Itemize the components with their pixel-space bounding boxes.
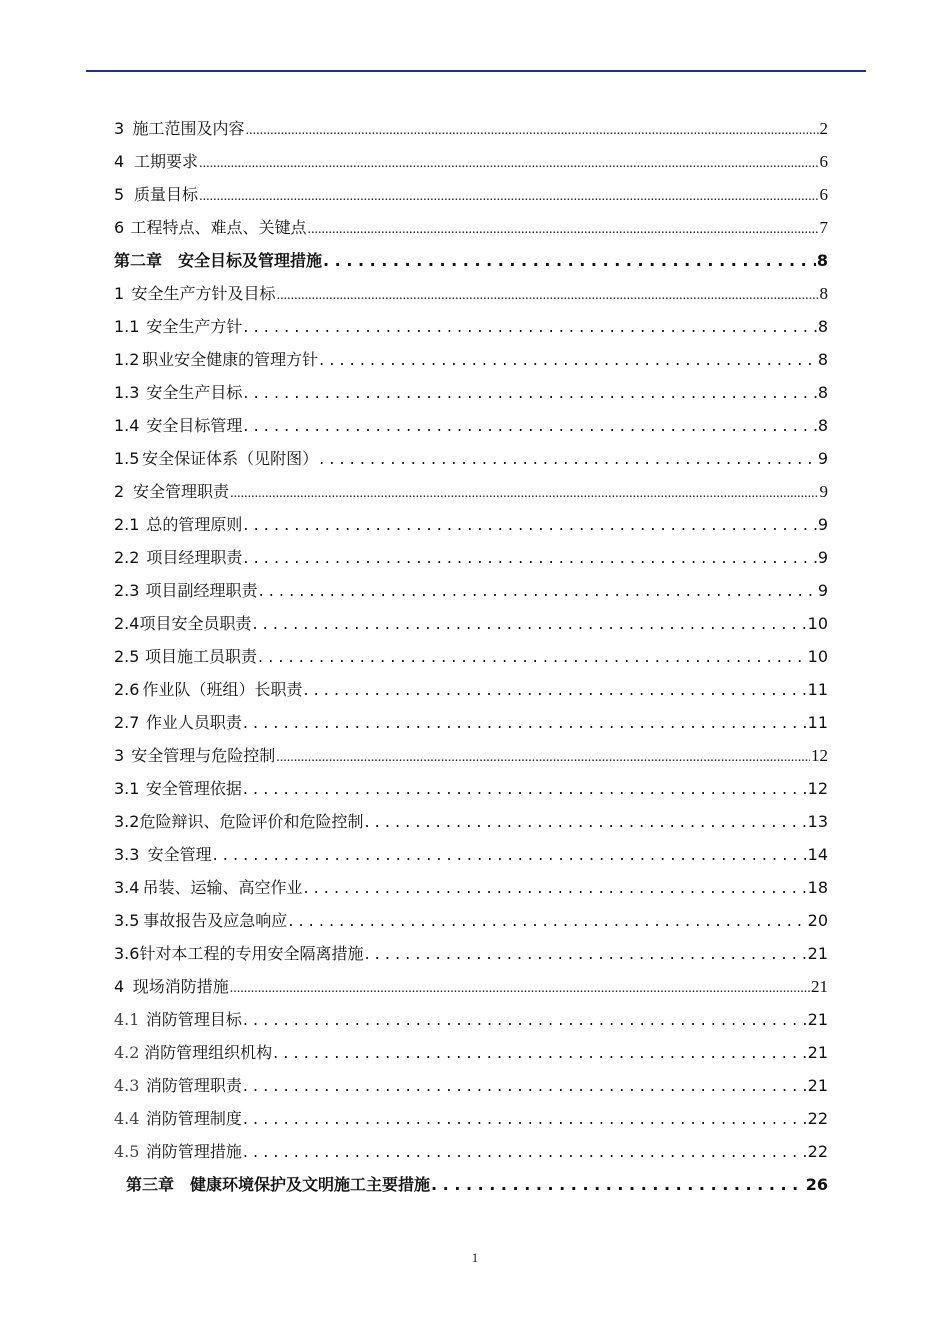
toc-dot-leader	[273, 1036, 806, 1070]
toc-entry-label: 安全管理与危险控制	[131, 746, 276, 765]
toc-entry[interactable]	[114, 343, 828, 376]
toc-dot-leader	[243, 706, 807, 740]
toc-dot-leader	[246, 113, 819, 147]
toc-entry-number: 2.6	[114, 680, 140, 699]
toc-entry-page: 8	[816, 251, 828, 270]
toc-entry-number: 4	[114, 977, 125, 996]
toc-entry[interactable]	[114, 112, 828, 145]
toc-entry-page: 8	[819, 284, 828, 303]
toc-dot-leader	[276, 740, 810, 774]
toc-entry-number: 2	[114, 482, 125, 501]
toc-entry-number: 4.3	[114, 1076, 140, 1095]
toc-entry-page: 22	[807, 1109, 828, 1128]
toc-dot-leader	[243, 541, 816, 575]
toc-dot-leader	[259, 574, 817, 608]
toc-entry-page: 6	[819, 185, 828, 204]
toc-dot-leader	[258, 640, 807, 674]
toc-entry-page: 13	[807, 812, 828, 831]
toc-entry-page: 9	[817, 548, 828, 567]
toc-dot-leader	[243, 310, 816, 344]
toc-entry-number: 2.7	[114, 713, 140, 732]
toc-entry-label: 针对本工程的专用安全隔离措施	[139, 944, 364, 963]
page-number: 1	[471, 1250, 479, 1265]
toc-entry-number: 3.2	[114, 812, 140, 831]
toc-entry-page: 26	[805, 1175, 828, 1194]
toc-entry-number: 4.4	[114, 1109, 140, 1128]
toc-entry[interactable]	[114, 937, 828, 970]
toc-entry-number: 3	[114, 119, 125, 138]
toc-entry-page: 21	[811, 977, 828, 996]
toc-dot-leader	[243, 1003, 807, 1037]
toc-dot-leader	[243, 409, 816, 443]
toc-entry[interactable]	[114, 739, 828, 772]
toc-entry-label: 消防管理目标	[145, 1010, 242, 1029]
toc-entry-label: 项目经理职责	[146, 548, 243, 567]
toc-entry[interactable]	[114, 805, 828, 838]
toc-entry-label: 事故报告及应急响应	[143, 911, 288, 930]
toc-dot-leader	[364, 937, 806, 971]
toc-entry-page: 8	[817, 317, 828, 336]
toc-dot-leader	[319, 343, 817, 377]
toc-dot-leader	[364, 805, 806, 839]
toc-dot-leader	[243, 772, 807, 806]
toc-entry-label: 第三章 健康环境保护及文明施工主要措施	[126, 1175, 431, 1194]
toc-entry[interactable]	[114, 541, 828, 574]
toc-entry-number: 1.3	[114, 383, 140, 402]
toc-entry-label: 安全生产方针	[146, 317, 243, 336]
table-of-contents	[114, 112, 828, 1201]
toc-entry-label: 工期要求	[134, 152, 199, 171]
toc-entry-page: 21	[807, 1043, 828, 1062]
toc-entry[interactable]	[114, 772, 828, 805]
toc-entry[interactable]	[114, 508, 828, 541]
toc-entry[interactable]	[114, 574, 828, 607]
header-rule	[86, 70, 866, 72]
toc-entry-label: 吊装、运输、高空作业	[142, 878, 303, 897]
toc-entry[interactable]	[114, 838, 828, 871]
toc-dot-leader	[230, 971, 810, 1005]
toc-entry-label: 施工范围及内容	[132, 119, 245, 138]
toc-entry-label: 现场消防措施	[132, 977, 229, 996]
toc-entry-number: 4.2	[114, 1043, 140, 1062]
toc-entry[interactable]	[114, 904, 828, 937]
toc-entry[interactable]	[114, 442, 828, 475]
toc-entry-number: 3	[114, 746, 125, 765]
toc-dot-leader	[303, 673, 806, 707]
toc-dot-leader	[323, 244, 816, 278]
toc-entry-page: 10	[807, 614, 828, 633]
toc-entry-number: 4.5	[114, 1142, 140, 1161]
toc-dot-leader	[243, 376, 816, 410]
toc-entry[interactable]	[114, 706, 828, 739]
toc-entry-page: 9	[819, 482, 828, 501]
toc-entry-number: 4	[114, 152, 125, 171]
toc-entry[interactable]	[114, 1003, 828, 1036]
toc-entry-label: 消防管理组织机构	[144, 1043, 273, 1062]
toc-entry-label: 质量目标	[134, 185, 199, 204]
toc-entry-label: 安全管理职责	[133, 482, 230, 501]
toc-entry-number: 2.5	[114, 647, 140, 666]
toc-entry[interactable]	[114, 640, 828, 673]
toc-chapter-entry[interactable]	[114, 244, 828, 277]
toc-entry-label: 总的管理原则	[146, 515, 243, 534]
toc-entry[interactable]	[114, 475, 828, 508]
toc-entry-page: 2	[819, 119, 828, 138]
toc-entry-page: 12	[811, 746, 828, 765]
toc-entry[interactable]	[114, 277, 828, 310]
toc-entry-label: 作业人员职责	[145, 713, 242, 732]
toc-entry-label: 第二章 安全目标及管理措施	[114, 251, 323, 270]
toc-dot-leader	[230, 476, 818, 510]
toc-entry-label: 工程特点、难点、关键点	[130, 218, 307, 237]
toc-entry-number: 3.4	[114, 878, 140, 897]
toc-entry-page: 21	[807, 944, 828, 963]
toc-entry-label: 项目副经理职责	[145, 581, 258, 600]
toc-entry-label: 安全管理	[147, 845, 212, 864]
toc-entry-page: 20	[807, 911, 828, 930]
toc-entry-number: 2.3	[114, 581, 140, 600]
toc-entry-number: 1.5	[114, 449, 140, 468]
toc-entry-page: 18	[807, 878, 828, 897]
toc-entry[interactable]	[114, 376, 828, 409]
toc-entry-label: 安全目标管理	[146, 416, 243, 435]
toc-dot-leader	[288, 904, 806, 938]
toc-entry[interactable]	[114, 1069, 828, 1102]
toc-entry-number: 2.1	[114, 515, 140, 534]
toc-entry-label: 消防管理措施	[145, 1142, 242, 1161]
toc-entry-page: 11	[807, 713, 828, 732]
toc-entry-number: 5	[114, 185, 125, 204]
toc-entry[interactable]	[114, 673, 828, 706]
toc-entry-number: 1.2	[114, 350, 140, 369]
toc-entry-number: 2.2	[114, 548, 140, 567]
toc-dot-leader	[243, 1102, 807, 1136]
toc-entry-page: 21	[807, 1076, 828, 1095]
toc-entry-page: 6	[819, 152, 828, 171]
toc-entry[interactable]	[114, 1102, 828, 1135]
toc-entry-label: 安全保证体系（见附图）	[142, 449, 319, 468]
toc-entry-page: 9	[817, 581, 828, 600]
toc-entry[interactable]	[114, 607, 828, 640]
toc-entry-page: 11	[807, 680, 828, 699]
toc-entry-number: 4.1	[114, 1010, 140, 1029]
toc-entry[interactable]	[114, 1135, 828, 1168]
toc-entry-number: 1.1	[114, 317, 140, 336]
toc-dot-leader	[199, 146, 818, 180]
toc-dot-leader	[308, 212, 819, 246]
toc-entry-page: 7	[819, 218, 828, 237]
toc-entry-label: 项目施工员职责	[145, 647, 258, 666]
toc-entry[interactable]	[114, 211, 828, 244]
toc-entry-label: 消防管理职责	[145, 1076, 242, 1095]
toc-entry[interactable]	[114, 145, 828, 178]
toc-entry[interactable]	[114, 970, 828, 1003]
toc-entry[interactable]	[114, 409, 828, 442]
toc-dot-leader	[243, 1135, 807, 1169]
toc-entry-page: 21	[807, 1010, 828, 1029]
toc-dot-leader	[431, 1168, 805, 1202]
toc-entry-page: 10	[807, 647, 828, 666]
toc-entry[interactable]	[114, 310, 828, 343]
toc-entry-page: 8	[817, 383, 828, 402]
toc-entry-number: 6	[114, 218, 125, 237]
toc-entry-page: 9	[817, 449, 828, 468]
toc-entry-page: 12	[807, 779, 828, 798]
toc-entry-page: 8	[817, 416, 828, 435]
toc-dot-leader	[277, 278, 819, 312]
toc-entry-label: 项目安全员职责	[139, 614, 252, 633]
toc-entry-label: 职业安全健康的管理方针	[142, 350, 319, 369]
toc-entry-page: 14	[807, 845, 828, 864]
toc-dot-leader	[252, 607, 806, 641]
toc-entry-number: 1	[114, 284, 125, 303]
toc-entry-number: 3.5	[114, 911, 140, 930]
toc-entry-page: 8	[817, 350, 828, 369]
toc-entry[interactable]	[114, 871, 828, 904]
toc-dot-leader	[199, 179, 818, 213]
toc-dot-leader	[303, 871, 806, 905]
toc-dot-leader	[319, 442, 817, 476]
toc-entry-page: 22	[807, 1142, 828, 1161]
toc-chapter-entry[interactable]	[114, 1168, 828, 1201]
toc-entry-number: 3.3	[114, 845, 140, 864]
toc-entry-label: 安全生产目标	[146, 383, 243, 402]
toc-dot-leader	[243, 1069, 807, 1103]
toc-entry-label: 安全管理依据	[145, 779, 242, 798]
toc-entry-number: 1.4	[114, 416, 140, 435]
toc-dot-leader	[243, 508, 816, 542]
toc-entry-label: 危险辩识、危险评价和危险控制	[139, 812, 364, 831]
toc-entry-page: 9	[817, 515, 828, 534]
toc-entry[interactable]	[114, 178, 828, 211]
toc-entry-number: 2.4	[114, 614, 140, 633]
toc-dot-leader	[213, 838, 807, 872]
toc-entry[interactable]	[114, 1036, 828, 1069]
toc-entry-label: 消防管理制度	[145, 1109, 242, 1128]
toc-entry-number: 3.6	[114, 944, 140, 963]
toc-entry-number: 3.1	[114, 779, 140, 798]
toc-entry-label: 安全生产方针及目标	[131, 284, 276, 303]
toc-entry-label: 作业队（班组）长职责	[142, 680, 303, 699]
